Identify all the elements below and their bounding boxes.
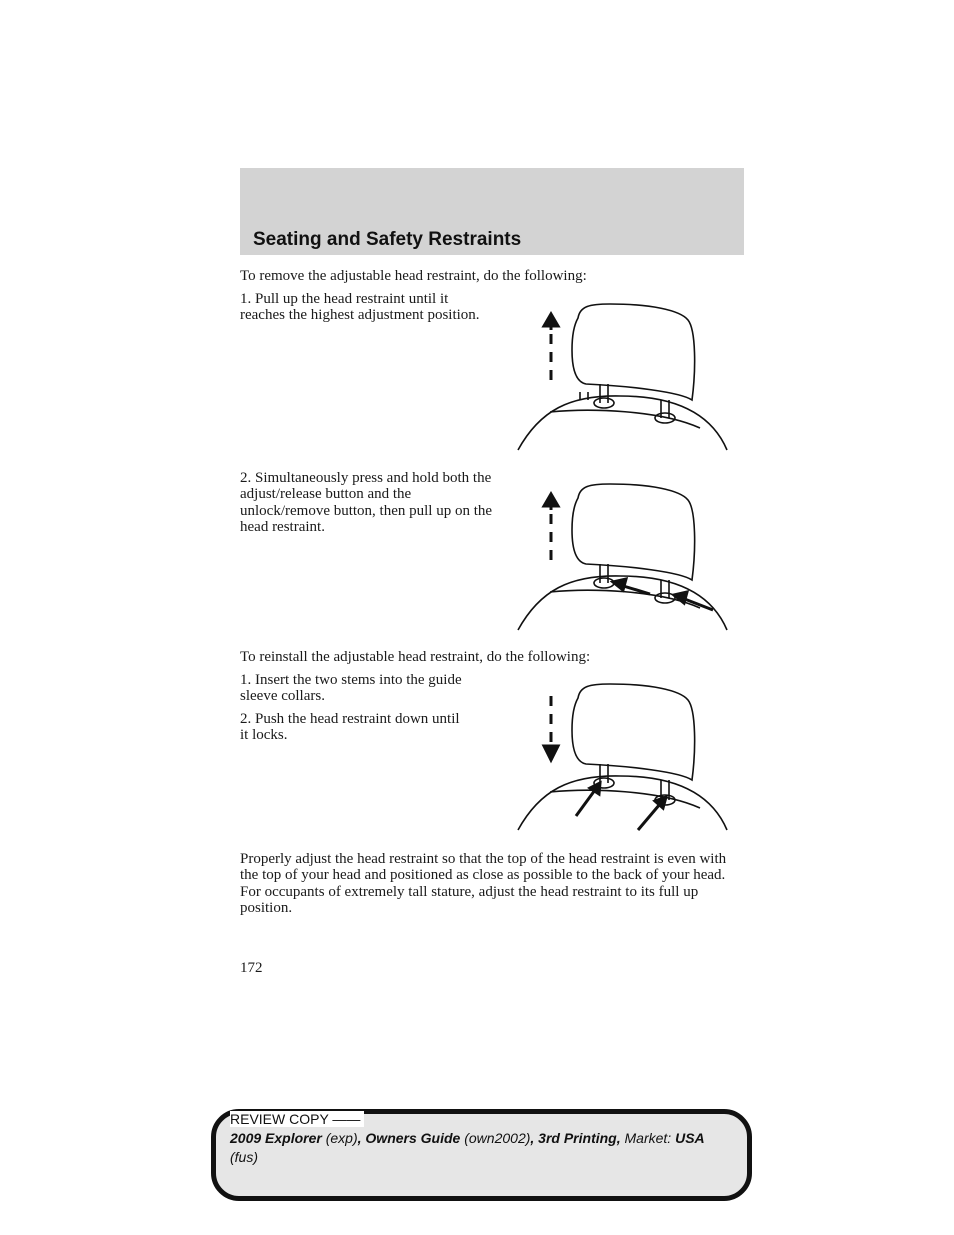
head-restraint-push-down-illustration [510, 680, 740, 840]
footer-market-label: Market: [624, 1130, 672, 1146]
head-restraint-pull-up-illustration [510, 300, 740, 460]
removal-step-2: 2. Simultaneously press and hold both the adjust/release button and the unlock/remove button, then pull up on the head restraint. [240, 470, 493, 536]
footer-market: USA [675, 1130, 705, 1146]
adjustment-paragraph: Properly adjust the head restraint so that the top of the head restraint is even with the top of your head and positioned as close as possible to the back of your head. For occupants of extremely tall stature, adjust the head restraint to its full up position. [240, 851, 727, 917]
page-number: 172 [240, 960, 263, 976]
reinstall-step-1: 1. Insert the two stems into the guide sleeve collars. [240, 672, 462, 705]
reinstall-step-2: 2. Push the head restraint down until it locks. [240, 711, 460, 744]
footer-guide-code: (own2002) [464, 1130, 531, 1146]
footer-text [230, 1110, 735, 1167]
section-title: Seating and Safety Restraints [253, 229, 522, 250]
reinstall-intro: To reinstall the adjustable head restraint, do the following: [240, 649, 591, 665]
removal-step-1: 1. Pull up the head restraint until it reaches the highest adjustment position. [240, 291, 480, 324]
section-header-band [240, 168, 744, 255]
footer-printing: , 3rd Printing, [530, 1130, 621, 1146]
footer-model-code: (exp) [325, 1130, 358, 1146]
footer-market-code: (fus) [230, 1149, 258, 1165]
removal-intro: To remove the adjustable head restraint, do the following: [240, 268, 587, 284]
footer-model: 2009 Explorer [230, 1130, 322, 1146]
head-restraint-press-buttons-illustration [510, 480, 740, 635]
review-copy-label: REVIEW COPY —— [230, 1111, 364, 1127]
footer-guide: , Owners Guide [357, 1130, 461, 1146]
